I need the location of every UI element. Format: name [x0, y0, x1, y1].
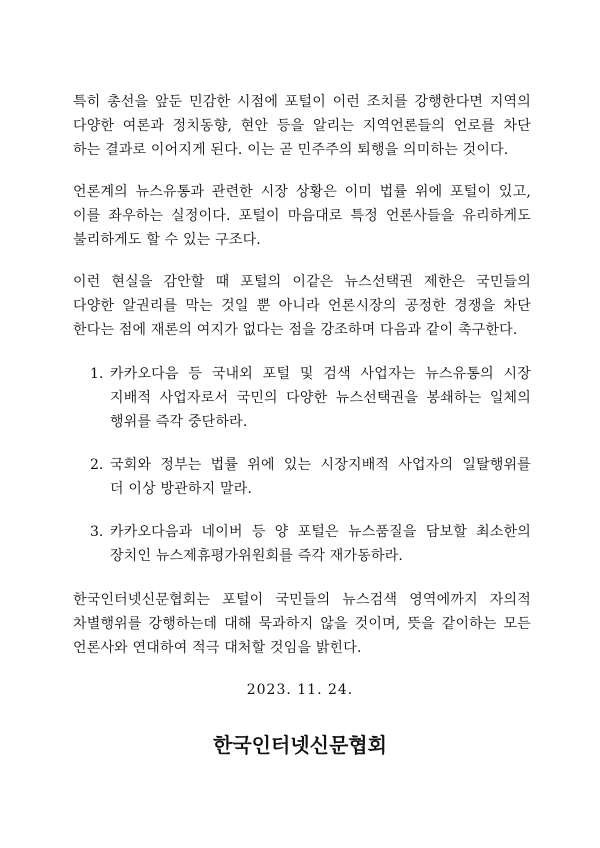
paragraph-3-line-3: 한다는 점에 재론의 여지가 없다는 점을 강조하며 다음과 같이 촉구한다.: [73, 322, 518, 338]
demand-1-number: 1.: [90, 366, 104, 382]
paragraph-3-line-1: 이런 현실을 감안할 때 포털의 이같은 뉴스선택권 제한은 국민들의: [73, 274, 531, 290]
demand-2-line-1: 국회와 정부는 법률 위에 있는 시장지배적 사업자의 일탈행위를: [110, 457, 531, 473]
paragraph-1-line-1: 특히 총선을 앞둔 민감한 시점에 포털이 이런 조치를 강행한다면 지역의: [73, 94, 531, 110]
demand-1-line-2: 지배적 사업자로서 국민의 다양한 뉴스선택권을 봉쇄하는 일체의: [110, 390, 531, 406]
demand-3-line-2: 장치인 뉴스제휴평가위원회를 즉각 재가동하라.: [110, 548, 404, 564]
demand-3-line-1: 카카오다음과 네이버 등 양 포털은 뉴스품질을 담보할 최소한의: [110, 524, 531, 540]
paragraph-2-line-1: 언론계의 뉴스유통과 관련한 시장 상황은 이미 법률 위에 포털이 있고,: [73, 184, 531, 200]
demand-1-line-3: 행위를 즉각 중단하라.: [110, 414, 248, 430]
demand-2-line-2: 더 이상 방관하지 말라.: [110, 481, 253, 497]
demand-3-number: 3.: [90, 524, 104, 540]
paragraph-1-line-2: 다양한 여론과 정치동향, 현안 등을 알리는 지역언론들의 언로를 차단: [73, 118, 531, 134]
paragraph-1-line-3: 하는 결과로 이어지게 된다. 이는 곧 민주주의 퇴행을 의미하는 것이다.: [73, 142, 509, 158]
paragraph-3-line-2: 다양한 알권리를 막는 것일 뿐 아니라 언론시장의 공정한 경쟁을 차단: [73, 298, 531, 314]
paragraph-2-line-2: 이를 좌우하는 실정이다. 포털이 마음대로 특정 언론사들을 유리하게도: [73, 208, 531, 224]
closing-line-3: 언론사와 연대하여 적극 대처할 것임을 밝힌다.: [73, 640, 362, 656]
closing-line-2: 차별행위를 강행하는데 대해 묵과하지 않을 것이며, 뜻을 같이하는 모든: [73, 616, 531, 632]
organization-name: 한국인터넷신문협회: [213, 733, 387, 757]
demand-1-line-1: 카카오다음 등 국내외 포털 및 검색 사업자는 뉴스유통의 시장: [110, 366, 531, 382]
document-date: 2023. 11. 24.: [246, 682, 354, 698]
paragraph-2-line-3: 불리하게도 할 수 있는 구조다.: [73, 232, 261, 248]
closing-line-1: 한국인터넷신문협회는 포털이 국민들의 뉴스검색 영역에까지 자의적: [73, 592, 531, 608]
demand-2-number: 2.: [90, 457, 104, 473]
